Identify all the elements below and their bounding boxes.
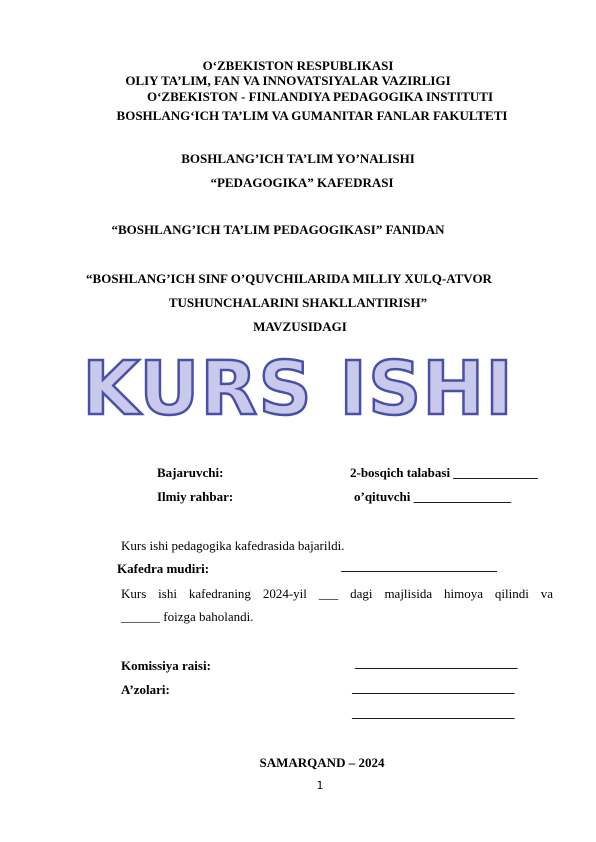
advisor-label: Ilmiy rahbar: [157,489,234,504]
completion-text: Kurs ishi pedagogika kafedrasida bajarildi. [121,538,345,553]
head-of-department-label: Kafedra mudiri: [117,561,210,576]
head-of-department-signature-line: ________________________ [341,558,497,573]
defense-text-line-1: Kurs ishi kafedraning 2024-yil ___ dagi majlisida himoya qilindi va [121,586,553,601]
chair-title: “PEDAGOGIKA” KAFEDRASI [210,175,394,190]
page-number: 1 [316,779,324,792]
commission-chair-signature-line: _________________________ [355,655,518,670]
header-line-ministry: OLIY TA’LIM, FAN VA INNOVATSIYALAR VAZIRLIGI [125,73,451,88]
topic-line-2: TUSHUNCHALARINI SHAKLLANTIRISH” [168,295,428,310]
header-line-republic: O‘ZBEKISTON RESPUBLIKASI [202,58,394,73]
header-line-faculty: BOSHLANG‘ICH TA’LIM VA GUMANITAR FANLAR FAKULTETI [116,108,508,123]
work-title: KURS ISHI [82,346,514,432]
commission-member-signature-line-2: _________________________ [352,705,515,720]
commission-chair-label: Komissiya raisi: [121,658,211,673]
city-year: SAMARQAND – 2024 [259,755,385,770]
commission-member-signature-line-1: _________________________ [352,680,515,695]
commission-members-label: A’zolari: [121,682,170,697]
direction-title: BOSHLANG’ICH TA’LIM YO’NALISHI [181,151,415,166]
advisor-value: o’qituvchi _______________ [354,489,512,504]
topic-line-1: “BOSHLANG’ICH SINF O’QUVCHILARIDA MILLIY XULQ-ATVOR [86,271,492,286]
defense-text-line-2: ______ foizga baholandi. [121,609,254,624]
topic-line-3: MAVZUSIDAGI [253,319,347,334]
executor-value: 2-bosqich talabasi _____________ [350,465,538,480]
subject-title: “BOSHLANG’ICH TA’LIM PEDAGOGIKASI” FANIDAN [111,222,445,237]
header-line-institute: O‘ZBEKISTON - FINLANDIYA PEDAGOGIKA INSTITUTI [146,89,494,104]
executor-label: Bajaruvchi: [157,465,224,480]
